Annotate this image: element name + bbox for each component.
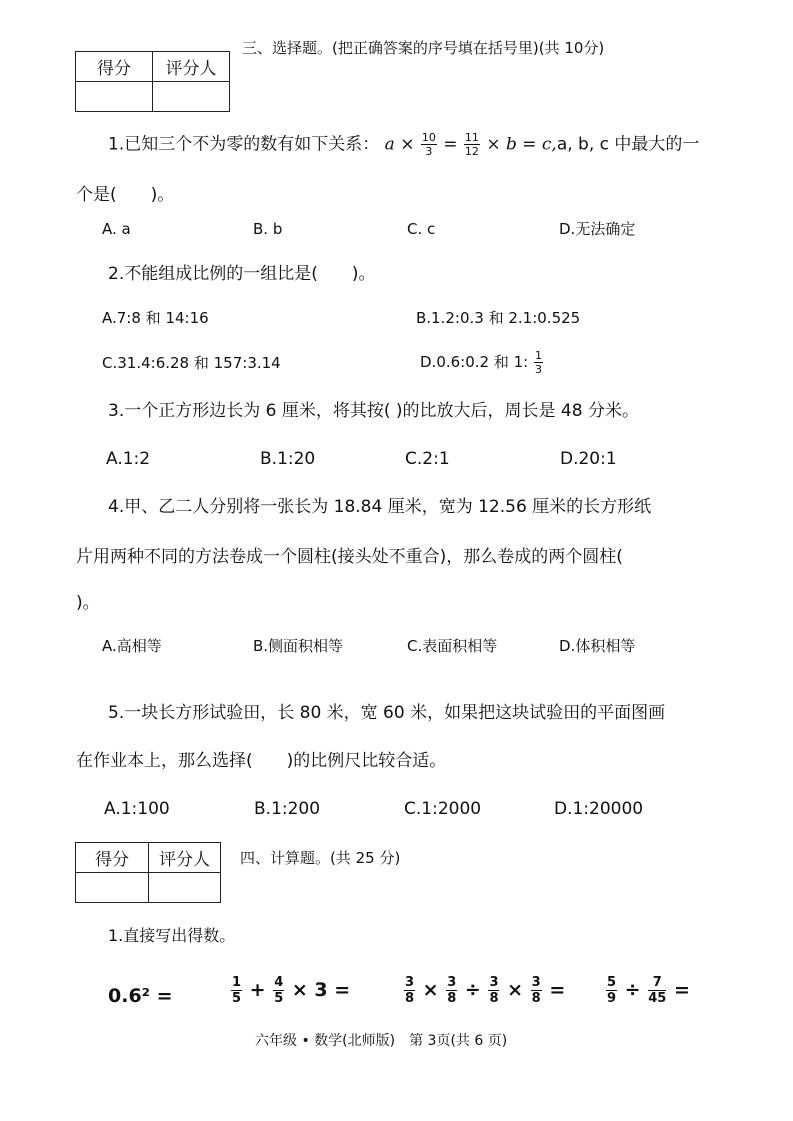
q4-option-d: D.体积相等 xyxy=(559,637,636,655)
section4-score-table xyxy=(75,842,221,903)
expr-3-op-3: × xyxy=(507,979,524,1001)
expr-2-end: × 3 = xyxy=(291,979,351,1001)
q2-option-d xyxy=(420,350,544,375)
grader-cell[interactable] xyxy=(153,82,230,112)
section3-score-table xyxy=(75,51,230,112)
q1-option-c: C. c xyxy=(407,220,436,238)
q2-option-a: A.7:8 和 14:16 xyxy=(102,309,209,327)
q1-times: × xyxy=(400,134,415,155)
q5-option-a: A.1:100 xyxy=(104,799,170,819)
q5-option-d: D.1:20000 xyxy=(554,799,644,819)
q1-line1 xyxy=(108,132,699,157)
expr-3-end: = xyxy=(549,979,566,1001)
expr-2-plus: + xyxy=(249,979,266,1001)
q1-var-a: a xyxy=(384,134,395,155)
q1-text-a: 1.已知三个不为零的数有如下关系： xyxy=(108,134,380,155)
expr-3-frac-1: $\frac{3}{8}$ xyxy=(405,975,415,1006)
expr-3-op-2: ÷ xyxy=(464,979,481,1001)
q2-option-d-fraction: $\frac{1}{3}$ xyxy=(535,349,542,376)
section4-q1: 1.直接写出得数。 xyxy=(108,926,236,945)
expr-3-frac-3: $\frac{3}{8}$ xyxy=(489,975,499,1006)
expr-2-frac-1: $\frac{1}{5}$ xyxy=(232,975,242,1006)
score-header: 得分 xyxy=(76,52,153,82)
q2-text: 2.不能组成比例的一组比是( )。 xyxy=(108,264,376,284)
q1-option-b: B. b xyxy=(253,220,283,238)
expr-3-frac-2: $\frac{3}{8}$ xyxy=(447,975,457,1006)
expr-3-op-1: × xyxy=(422,979,439,1001)
q4-line3: )。 xyxy=(76,593,100,613)
q1-equals: = xyxy=(443,134,458,155)
q4-option-b: B.侧面积相等 xyxy=(253,637,344,655)
expr-4-end: = xyxy=(673,979,690,1001)
q5-line1: 5.一块长方形试验田，长 80 米，宽 60 米，如果把这块试验田的平面图画 xyxy=(108,703,666,723)
expr-4 xyxy=(605,976,690,1005)
q3-option-b: B.1:20 xyxy=(260,449,316,469)
q1-line2: 个是( )。 xyxy=(76,185,175,205)
expr-3-frac-4: $\frac{3}{8}$ xyxy=(531,975,541,1006)
q4-option-a: A.高相等 xyxy=(102,637,162,655)
page-footer: 六年级 • 数学(北师版) 第 3页(共 6 页) xyxy=(255,1033,508,1049)
q5-option-b: B.1:200 xyxy=(254,799,321,819)
section4-title: 四、计算题。(共 25 分) xyxy=(240,849,401,867)
q1-option-d: D.无法确定 xyxy=(559,220,636,238)
q1-text-b: a, b, c 中最大的一 xyxy=(556,134,700,155)
q1-rest: × b = c, xyxy=(486,134,557,155)
expr-1: 0.6² = xyxy=(108,985,173,1007)
q3-option-d: D.20:1 xyxy=(560,449,617,469)
grader-cell[interactable] xyxy=(149,873,221,903)
q4-line2: 片用两种不同的方法卷成一个圆柱(接头处不重合)，那么卷成的两个圆柱( xyxy=(76,547,623,567)
expr-4-frac-1: $\frac{5}{9}$ xyxy=(607,975,617,1006)
q2-option-c: C.31.4:6.28 和 157:3.14 xyxy=(102,354,281,372)
section3-title: 三、选择题。(把正确答案的序号填在括号里)(共 10分) xyxy=(242,39,605,57)
score-cell[interactable] xyxy=(76,82,153,112)
grader-header: 评分人 xyxy=(149,843,221,873)
q3-option-a: A.1:2 xyxy=(106,449,151,469)
q5-option-c: C.1:2000 xyxy=(404,799,482,819)
expr-2-frac-2: $\frac{4}{5}$ xyxy=(274,975,284,1006)
q4-option-c: C.表面积相等 xyxy=(407,637,498,655)
q3-text: 3.一个正方形边长为 6 厘米，将其按( )的比放大后，周长是 48 分米。 xyxy=(108,401,639,421)
q4-line1: 4.甲、乙二人分别将一张长为 18.84 厘米，宽为 12.56 厘米的长方形纸 xyxy=(108,497,652,517)
score-header: 得分 xyxy=(76,843,149,873)
q1-option-a: A. a xyxy=(102,220,131,238)
q3-option-c: C.2:1 xyxy=(405,449,450,469)
expr-4-frac-2: $\frac{7}{45}$ xyxy=(648,975,667,1006)
q1-fraction-2: $\frac{11}{12}$ xyxy=(464,131,479,158)
q1-fraction-1: $\frac{10}{3}$ xyxy=(421,131,436,158)
expr-2 xyxy=(230,976,350,1005)
q2-option-d-text: D.0.6:0.2 和 1: xyxy=(420,353,529,371)
expr-3 xyxy=(403,976,565,1005)
q5-line2: 在作业本上，那么选择( )的比例尺比较合适。 xyxy=(76,751,447,771)
q2-option-b: B.1.2:0.3 和 2.1:0.525 xyxy=(416,309,581,327)
score-cell[interactable] xyxy=(76,873,149,903)
expr-4-op: ÷ xyxy=(624,979,641,1001)
grader-header: 评分人 xyxy=(153,52,230,82)
